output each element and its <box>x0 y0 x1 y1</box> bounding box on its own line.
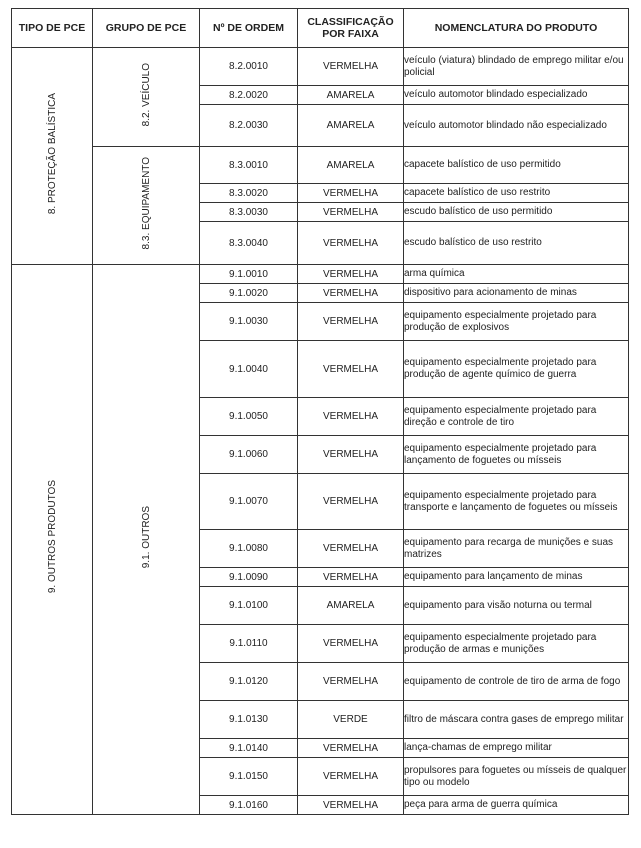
ordem-cell: 8.3.0030 <box>200 203 298 222</box>
table-body <box>12 48 629 815</box>
header-tipo: TIPO DE PCE <box>12 9 93 48</box>
nomenclatura-cell: equipamento especialmente projetado para produção de agente químico de guerra <box>404 341 629 398</box>
classificacao-cell: VERMELHA <box>298 341 404 398</box>
tipo-cell <box>12 48 93 265</box>
classificacao-cell: VERMELHA <box>298 663 404 701</box>
grupo-cell <box>93 265 200 815</box>
nomenclatura-cell: escudo balístico de uso restrito <box>404 222 629 265</box>
nomenclatura-cell: filtro de máscara contra gases de emprego militar <box>404 701 629 739</box>
header-nomenclatura: NOMENCLATURA DO PRODUTO <box>404 9 629 48</box>
ordem-cell: 9.1.0100 <box>200 587 298 625</box>
ordem-cell: 9.1.0060 <box>200 436 298 474</box>
nomenclatura-cell: capacete balístico de uso permitido <box>404 147 629 184</box>
tipo-cell <box>12 265 93 815</box>
classificacao-cell: VERMELHA <box>298 203 404 222</box>
ordem-cell: 9.1.0140 <box>200 739 298 758</box>
classificacao-cell: VERMELHA <box>298 184 404 203</box>
nomenclatura-cell: veículo automotor blindado especializado <box>404 86 629 105</box>
header-grupo: GRUPO DE PCE <box>93 9 200 48</box>
nomenclatura-cell: equipamento de controle de tiro de arma de fogo <box>404 663 629 701</box>
classificacao-cell: VERMELHA <box>298 265 404 284</box>
nomenclatura-cell: lança-chamas de emprego militar <box>404 739 629 758</box>
nomenclatura-cell: propulsores para foguetes ou mísseis de qualquer tipo ou modelo <box>404 758 629 796</box>
nomenclatura-cell: veículo automotor blindado não especializado <box>404 105 629 147</box>
ordem-cell: 9.1.0120 <box>200 663 298 701</box>
nomenclatura-cell: dispositivo para acionamento de minas <box>404 284 629 303</box>
table-header <box>12 9 629 48</box>
classificacao-cell: VERMELHA <box>298 436 404 474</box>
ordem-cell: 8.3.0010 <box>200 147 298 184</box>
nomenclatura-cell: escudo balístico de uso permitido <box>404 203 629 222</box>
classificacao-cell: VERMELHA <box>298 48 404 86</box>
classificacao-cell: AMARELA <box>298 587 404 625</box>
grupo-cell <box>93 147 200 265</box>
classificacao-cell: VERMELHA <box>298 739 404 758</box>
ordem-cell: 9.1.0030 <box>200 303 298 341</box>
classificacao-cell: VERMELHA <box>298 758 404 796</box>
nomenclatura-cell: equipamento especialmente projetado para produção de explosivos <box>404 303 629 341</box>
nomenclatura-cell: equipamento para visão noturna ou termal <box>404 587 629 625</box>
grupo-cell <box>93 48 200 147</box>
classificacao-cell: VERMELHA <box>298 222 404 265</box>
ordem-cell: 8.2.0030 <box>200 105 298 147</box>
nomenclatura-cell: equipamento para recarga de munições e suas matrizes <box>404 530 629 568</box>
nomenclatura-cell: equipamento para lançamento de minas <box>404 568 629 587</box>
classificacao-cell: VERMELHA <box>298 796 404 815</box>
header-row <box>12 9 629 48</box>
ordem-cell: 9.1.0160 <box>200 796 298 815</box>
ordem-cell: 9.1.0040 <box>200 341 298 398</box>
classificacao-cell: VERMELHA <box>298 530 404 568</box>
nomenclatura-cell: arma química <box>404 265 629 284</box>
classificacao-cell: VERDE <box>298 701 404 739</box>
ordem-cell: 8.3.0020 <box>200 184 298 203</box>
ordem-cell: 9.1.0130 <box>200 701 298 739</box>
classificacao-cell: VERMELHA <box>298 398 404 436</box>
classificacao-cell: VERMELHA <box>298 568 404 587</box>
ordem-cell: 9.1.0020 <box>200 284 298 303</box>
tipo-label: 9. OUTROS PRODUTOS <box>46 480 58 594</box>
ordem-cell: 9.1.0150 <box>200 758 298 796</box>
header-classificacao: CLASSIFICAÇÃO POR FAIXA <box>298 9 404 48</box>
ordem-cell: 8.2.0010 <box>200 48 298 86</box>
table-row <box>12 265 629 284</box>
nomenclatura-cell: capacete balístico de uso restrito <box>404 184 629 203</box>
nomenclatura-cell: equipamento especialmente projetado para direção e controle de tiro <box>404 398 629 436</box>
table-row <box>12 147 629 184</box>
nomenclatura-cell: equipamento especialmente projetado para produção de armas e munições <box>404 625 629 663</box>
ordem-cell: 8.3.0040 <box>200 222 298 265</box>
grupo-label: 8.2. VEÍCULO <box>140 62 152 127</box>
ordem-cell: 9.1.0090 <box>200 568 298 587</box>
nomenclatura-cell: equipamento especialmente projetado para lançamento de foguetes ou mísseis <box>404 436 629 474</box>
header-ordem: Nº DE ORDEM <box>200 9 298 48</box>
classificacao-cell: VERMELHA <box>298 625 404 663</box>
ordem-cell: 9.1.0070 <box>200 474 298 530</box>
classificacao-cell: VERMELHA <box>298 284 404 303</box>
ordem-cell: 8.2.0020 <box>200 86 298 105</box>
tipo-label: 8. PROTEÇÃO BALÍSTICA <box>46 92 58 215</box>
nomenclatura-cell: peça para arma de guerra química <box>404 796 629 815</box>
classificacao-cell: AMARELA <box>298 105 404 147</box>
classificacao-cell: VERMELHA <box>298 474 404 530</box>
classificacao-cell: AMARELA <box>298 147 404 184</box>
ordem-cell: 9.1.0010 <box>200 265 298 284</box>
classificacao-cell: VERMELHA <box>298 303 404 341</box>
pce-table <box>11 8 629 815</box>
classificacao-cell: AMARELA <box>298 86 404 105</box>
ordem-cell: 9.1.0080 <box>200 530 298 568</box>
nomenclatura-cell: veículo (viatura) blindado de emprego militar e/ou policial <box>404 48 629 86</box>
ordem-cell: 9.1.0110 <box>200 625 298 663</box>
grupo-label: 8.3. EQUIPAMENTO <box>140 156 152 250</box>
table-row <box>12 48 629 86</box>
grupo-label: 9.1. OUTROS <box>140 505 152 569</box>
nomenclatura-cell: equipamento especialmente projetado para transporte e lançamento de foguetes ou mísseis <box>404 474 629 530</box>
ordem-cell: 9.1.0050 <box>200 398 298 436</box>
